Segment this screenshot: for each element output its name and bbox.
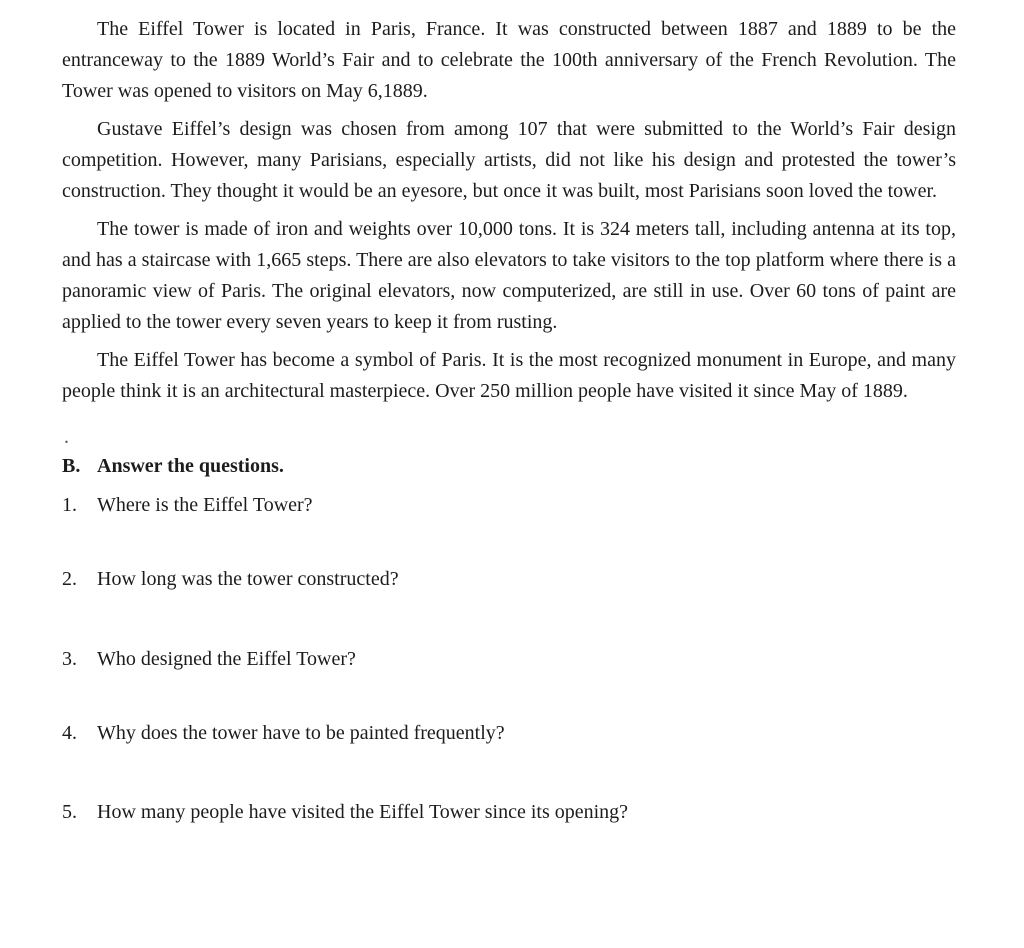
question-text: Who designed the Eiffel Tower? <box>97 648 356 670</box>
question-number: 3. <box>62 648 77 670</box>
question-number: 2. <box>62 568 77 590</box>
stray-mark: . <box>64 426 69 448</box>
reading-paragraph-4: The Eiffel Tower has become a symbol of Paris. It is the most recognized monument in Europe, and many people think it is an architectural masterpiece. Over 250 million people have visited it since May of 1889. <box>62 349 956 402</box>
question-text: How many people have visited the Eiffel Tower since its opening? <box>97 801 629 823</box>
question-number: 1. <box>62 494 77 516</box>
document-page <box>62 14 956 828</box>
section-heading <box>62 451 956 482</box>
question-text: How long was the tower constructed? <box>97 568 399 590</box>
question-text: Why does the tower have to be painted frequently? <box>97 722 505 744</box>
question-number: 4. <box>62 722 77 744</box>
question-5 <box>62 797 956 828</box>
reading-paragraph-2: Gustave Eiffel’s design was chosen from among 107 that were submitted to the World’s Fair design competition. However, many Parisians, especially artists, did not like his design and protested the tower’s construction. They thought it would be an eyesore, but once it was built, most Parisians soon loved the tower. <box>62 118 956 202</box>
reading-paragraph-3: The tower is made of iron and weights over 10,000 tons. It is 324 meters tall, including antenna at its top, and has a staircase with 1,665 steps. There are also elevators to take visitors to the top platform where there is a panoramic view of Paris. The original elevators, now computerized, are still in use. Over 60 tons of paint are applied to the tower every seven years to keep it from rusting. <box>62 218 956 333</box>
section-title: Answer the questions. <box>97 455 284 477</box>
question-text: Where is the Eiffel Tower? <box>97 494 313 516</box>
question-1 <box>62 490 956 521</box>
section-letter: B. <box>62 455 81 477</box>
question-2 <box>62 564 956 595</box>
question-number: 5. <box>62 801 77 823</box>
reading-paragraph-1: The Eiffel Tower is located in Paris, France. It was constructed between 1887 and 1889 to be the entranceway to the 1889 World’s Fair and to celebrate the 100th anniversary of the French Revolution. The Tower was opened to visitors on May 6,1889. <box>62 18 956 102</box>
question-3 <box>62 644 956 675</box>
question-4 <box>62 718 956 749</box>
